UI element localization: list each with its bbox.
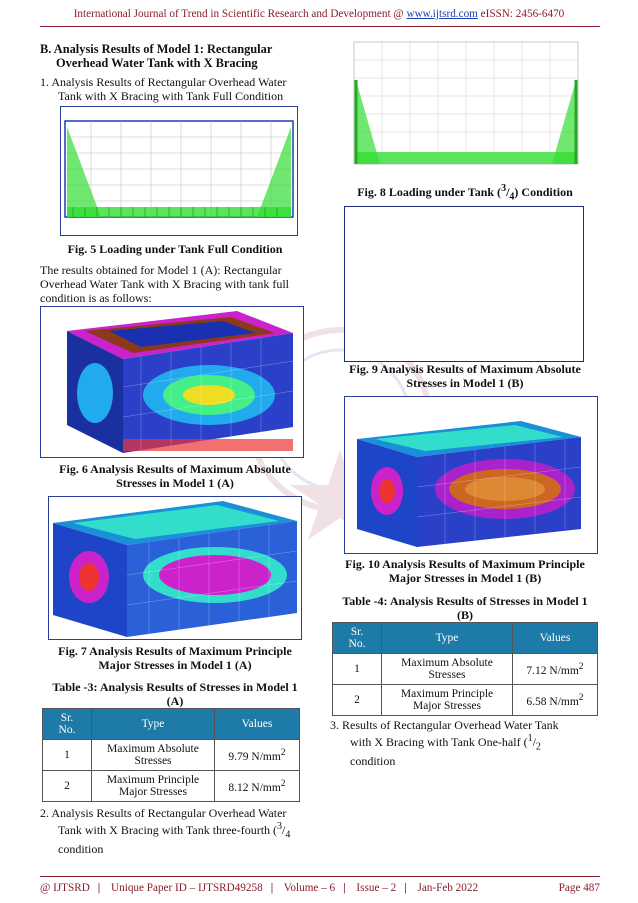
section-heading-line: B. Analysis Results of Model 1: Rectangular <box>40 42 273 56</box>
table-4 <box>332 622 598 716</box>
figure-9-image <box>344 206 584 362</box>
list-item-text: condition <box>350 754 396 769</box>
column-header-srno <box>333 623 382 654</box>
footer-date: Jan-Feb 2022 <box>417 882 479 894</box>
value-exponent: 2 <box>578 692 584 704</box>
caption-text: ) Condition <box>514 185 573 199</box>
figure-7-image <box>48 496 302 640</box>
footer-rule <box>40 876 600 877</box>
cell-text: Major Stresses <box>118 786 188 798</box>
caption-line: Stresses in Model 1 (A) <box>116 476 234 490</box>
figure-5-image <box>60 106 298 236</box>
fraction-denominator: 4 <box>509 191 515 203</box>
header-text: Sr. <box>350 626 364 638</box>
cell-value <box>513 654 598 685</box>
footer-volume: Volume – 6 <box>283 882 336 894</box>
paragraph-line: condition is as follows: <box>40 291 152 305</box>
figure-10-caption <box>330 557 600 585</box>
fraction-denominator: 2 <box>535 741 541 753</box>
table-title-line: Table -4: Analysis Results of Stresses in Model 1 <box>342 594 588 608</box>
column-header-values: Values <box>513 623 598 654</box>
caption-line: Fig. 7 Analysis Results of Maximum Principle <box>58 644 292 658</box>
cell-text: Maximum Absolute <box>107 743 199 755</box>
table-row <box>43 740 300 771</box>
caption-line: Fig. 9 Analysis Results of Maximum Absolute <box>349 362 581 376</box>
cell-text: Maximum Principle <box>400 688 494 700</box>
table-row <box>43 771 300 802</box>
cell-type <box>92 771 215 802</box>
figure-5-caption: Fig. 5 Loading under Tank Full Condition <box>67 242 283 256</box>
list-item-text: condition <box>58 842 104 857</box>
cell-value <box>215 771 300 802</box>
paragraph-line: The results obtained for Model 1 (A): Rectangular <box>40 263 282 277</box>
caption-line: Stresses in Model 1 (B) <box>406 376 524 390</box>
value-exponent: 2 <box>280 778 286 790</box>
principal-stress-contour-a <box>49 497 301 639</box>
list-item-text: 2. Analysis Results of Rectangular Overhead Water <box>40 806 287 820</box>
list-item-2: 2. Analysis Results of Rectangular Overhead Water Tank with X Bracing with Tank three-fourth ($^3/_4$ condition <box>40 806 291 857</box>
header-text: No. <box>58 724 76 736</box>
running-footer: @ IJTSRD | Unique Paper ID – IJTSRD49258 | Volume – 6 | Issue – 2 | Jan-Feb 2022 Page 487 <box>40 882 600 894</box>
cell-text: Stresses <box>428 669 466 681</box>
value-text: 7.12 N/mm <box>526 664 579 677</box>
figure-9-caption <box>330 362 600 390</box>
figure-6-image <box>40 306 304 458</box>
footer-journal: @ IJTSRD <box>40 882 90 894</box>
table-title-line: (B) <box>457 608 473 622</box>
tank-full-loading-drawing <box>61 107 297 235</box>
cell-text: Maximum Principle <box>106 774 200 786</box>
cell-type <box>92 740 215 771</box>
issn: eISSN: 2456-6470 <box>480 8 565 20</box>
absolute-stress-contour-a <box>41 307 303 457</box>
caption-line: Fig. 10 Analysis Results of Maximum Principle <box>345 557 585 571</box>
cell-srno: 2 <box>333 685 382 716</box>
value-exponent: 2 <box>578 661 584 673</box>
fraction-numerator: 3 <box>501 183 507 194</box>
journal-url[interactable]: www.ijtsrd.com <box>406 8 478 20</box>
list-item-text: 1. Analysis Results of Rectangular Overhead Water <box>40 75 287 89</box>
value-text: 6.58 N/mm <box>526 695 579 708</box>
running-header <box>0 8 638 20</box>
list-item-text: 3. Results of Rectangular Overhead Water Tank <box>330 718 559 732</box>
cell-srno: 1 <box>43 740 92 771</box>
section-heading-line: Overhead Water Tank with X Bracing <box>56 56 258 70</box>
principal-stress-contour-b <box>345 397 597 553</box>
tank-three-fourth-loading-drawing <box>344 36 588 172</box>
fraction-numerator: 1 <box>527 733 533 744</box>
list-item-1 <box>40 75 286 103</box>
caption-line: Fig. 6 Analysis Results of Maximum Absolute <box>59 462 291 476</box>
list-item-text: Tank with X Bracing with Tank three-fourth ( <box>58 823 278 837</box>
fraction-denominator: 4 <box>285 829 291 841</box>
cell-srno: 1 <box>333 654 382 685</box>
mesh-grid <box>65 121 293 217</box>
value-text: 9.79 N/mm <box>228 750 281 763</box>
column-header-srno <box>43 709 92 740</box>
footer-issue: Issue – 2 <box>356 882 397 894</box>
results-paragraph <box>40 263 310 305</box>
header-rule <box>40 26 600 27</box>
header-text: Sr. <box>60 712 74 724</box>
table-4-title <box>330 594 600 622</box>
cell-value <box>513 685 598 716</box>
cell-text: Major Stresses <box>412 700 482 712</box>
cell-text: Stresses <box>134 755 172 767</box>
table-3 <box>42 708 300 802</box>
journal-name: International Journal of Trend in Scientific Research and Development @ <box>73 8 404 20</box>
table-row <box>333 685 598 716</box>
list-item-text: with X Bracing with Tank One-half ( <box>350 735 528 749</box>
cell-value <box>215 740 300 771</box>
footer-paper-id: Unique Paper ID – IJTSRD49258 <box>111 882 263 894</box>
paragraph-line: Overhead Water Tank with X Bracing with tank full <box>40 277 290 291</box>
figure-7-caption <box>40 644 310 672</box>
cell-type <box>382 654 513 685</box>
list-item-3: 3. Results of Rectangular Overhead Water Tank with X Bracing with Tank One-half ($^1/_2$ condition <box>330 718 600 768</box>
table-title-line: Table -3: Analysis Results of Stresses in Model 1 <box>52 680 298 694</box>
cell-srno: 2 <box>43 771 92 802</box>
table-3-title <box>40 680 310 708</box>
figure-6-caption <box>40 462 310 490</box>
table-title-line: (A) <box>166 694 184 708</box>
fraction-numerator: 3 <box>277 821 283 832</box>
cell-text: Maximum Absolute <box>401 657 493 669</box>
list-item-text: Tank with X Bracing with Tank Full Condition <box>58 89 284 103</box>
cell-type <box>382 685 513 716</box>
figure-10-image <box>344 396 598 554</box>
caption-text: Fig. 8 Loading under Tank ( <box>357 185 502 199</box>
value-text: 8.12 N/mm <box>228 781 281 794</box>
figure-8-caption: Fig. 8 Loading under Tank $(^3/_4)$ Condition <box>357 183 573 203</box>
value-exponent: 2 <box>280 747 286 759</box>
column-header-values: Values <box>215 709 300 740</box>
table-header-row <box>333 623 598 654</box>
caption-line: Major Stresses in Model 1 (A) <box>98 658 252 672</box>
header-text: No. <box>348 638 366 650</box>
column-header-type: Type <box>382 623 513 654</box>
table-header-row <box>43 709 300 740</box>
column-header-type: Type <box>92 709 215 740</box>
footer-page-number: Page 487 <box>558 882 600 894</box>
caption-line: Major Stresses in Model 1 (B) <box>388 571 542 585</box>
section-heading <box>40 42 272 70</box>
table-row <box>333 654 598 685</box>
figure-8-image <box>344 36 588 172</box>
